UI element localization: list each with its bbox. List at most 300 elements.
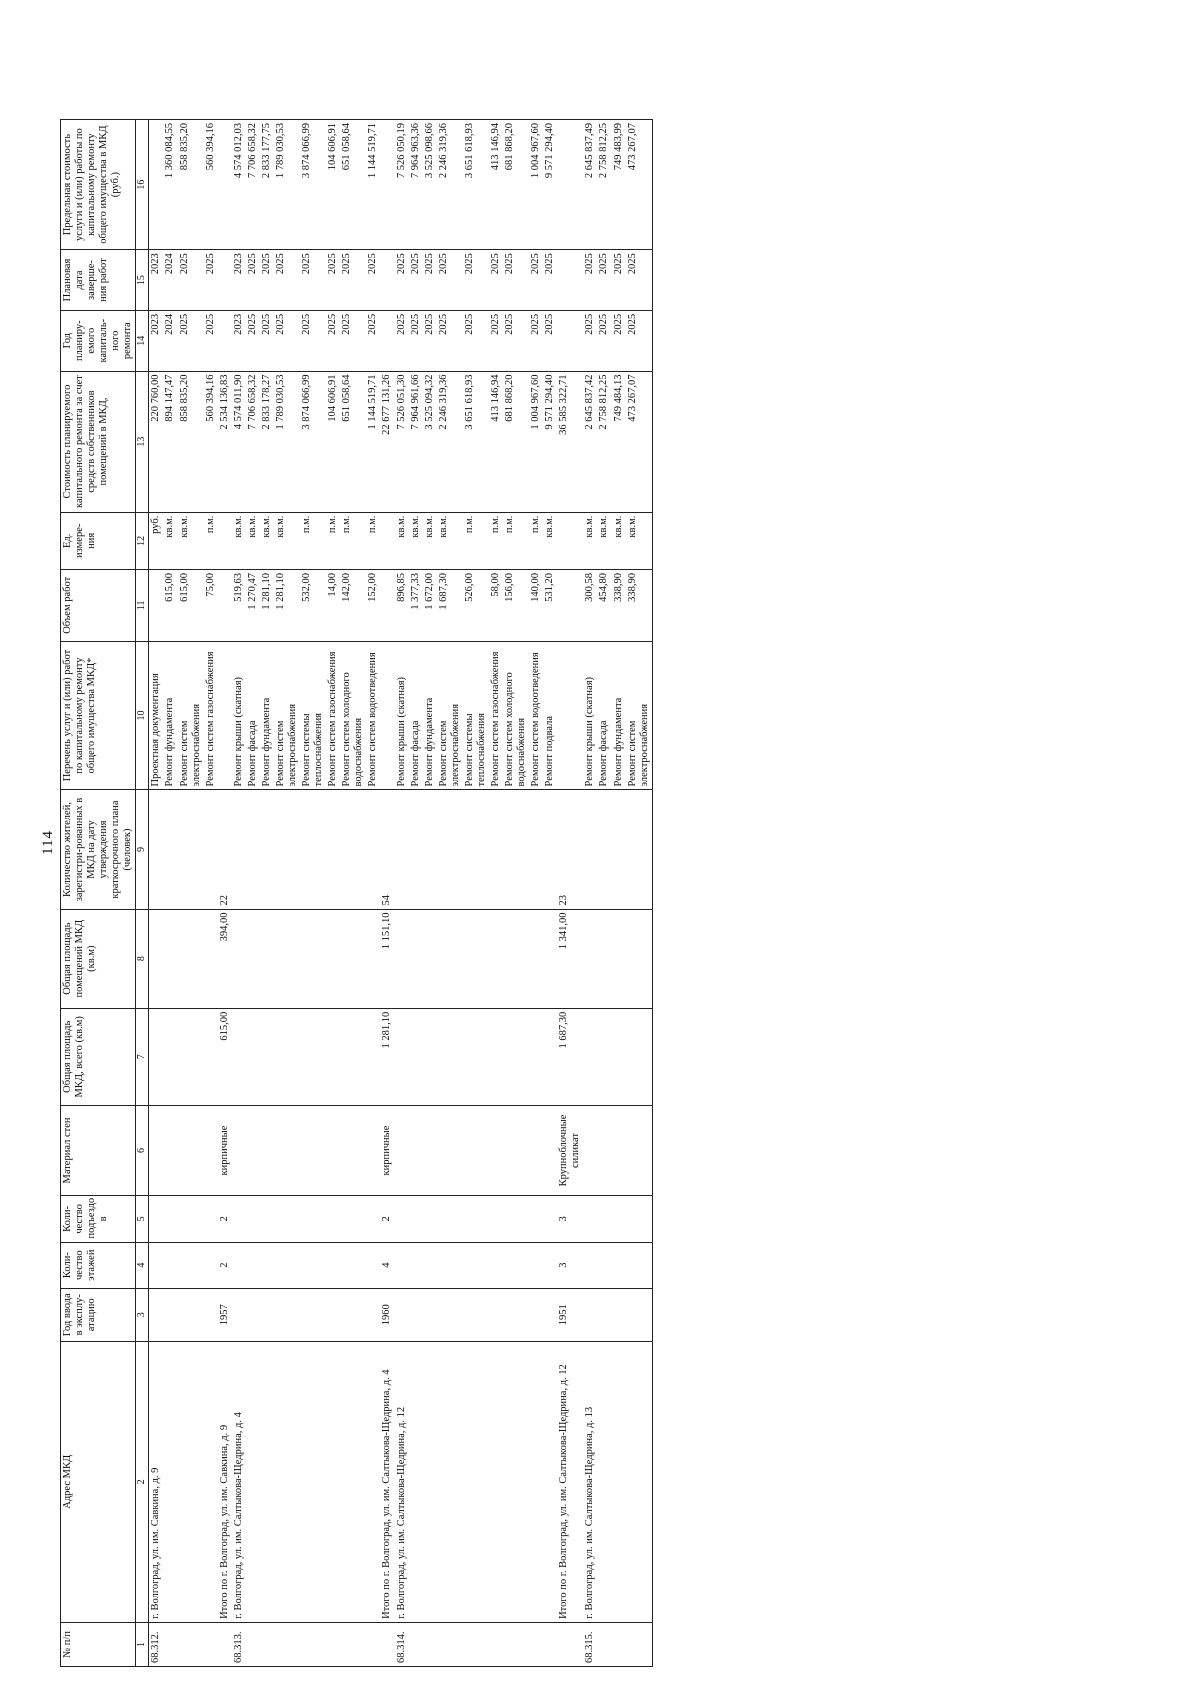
volume-cell: 615,00 — [178, 569, 204, 641]
address-cell — [326, 1341, 340, 1622]
volume-cell: 615,00 — [163, 569, 177, 641]
floors-cell — [626, 1242, 653, 1288]
volume-cell — [149, 569, 164, 641]
entrances-cell — [178, 1196, 204, 1242]
table-row — [489, 120, 503, 1667]
plan-year-cell: 2025 — [626, 310, 653, 371]
address-cell — [274, 1341, 300, 1622]
entrances-cell — [543, 1196, 557, 1242]
entrances-cell: 3 — [557, 1196, 583, 1242]
wall-material-cell — [204, 1105, 218, 1195]
floors-cell — [366, 1242, 380, 1288]
year-cell — [395, 1288, 409, 1341]
floors-cell: 4 — [380, 1242, 394, 1288]
unit-cell: кв.м. — [597, 512, 611, 569]
header-cell: Стоимость планируемого капитального ремонта за счет средств собственников помещений в МКД, — [61, 371, 136, 512]
header-cell: Ед. измере-ния — [61, 512, 136, 569]
floors-cell: 2 — [218, 1242, 232, 1288]
total-area-cell — [543, 1008, 557, 1105]
work-type-cell — [218, 641, 232, 790]
premises-area-cell — [204, 909, 218, 1008]
row-number: 68.312. — [149, 1622, 164, 1666]
wall-material-cell — [163, 1105, 177, 1195]
volume-cell: 526,00 — [463, 569, 489, 641]
work-type-cell: Ремонт систем холодного водоснабжения — [503, 641, 529, 790]
year-cell — [204, 1288, 218, 1341]
wall-material-cell — [274, 1105, 300, 1195]
row-number — [597, 1622, 611, 1666]
premises-area-cell — [260, 909, 274, 1008]
column-number: 4 — [136, 1242, 149, 1288]
cost-cell: 681 868,20 — [503, 371, 529, 512]
volume-cell: 75,00 — [204, 569, 218, 641]
address-cell — [423, 1341, 437, 1622]
floors-cell — [232, 1242, 246, 1288]
row-number — [529, 1622, 543, 1666]
residents-cell — [597, 790, 611, 909]
plan-year-cell: 2025 — [597, 310, 611, 371]
total-area-cell — [326, 1008, 340, 1105]
unit-cell: кв.м. — [543, 512, 557, 569]
residents-cell — [246, 790, 260, 909]
entrances-cell — [583, 1196, 597, 1242]
unit-cell: кв.м. — [437, 512, 463, 569]
premises-area-cell — [489, 909, 503, 1008]
work-type-cell: Ремонт систем электроснабжения — [437, 641, 463, 790]
total-area-cell — [366, 1008, 380, 1105]
table-row — [232, 120, 246, 1667]
plan-year-cell: 2025 — [503, 310, 529, 371]
year-cell — [260, 1288, 274, 1341]
wall-material-cell — [326, 1105, 340, 1195]
total-area-cell — [204, 1008, 218, 1105]
completion-date-cell: 2025 — [204, 250, 218, 311]
premises-area-cell — [626, 909, 653, 1008]
premises-area-cell — [300, 909, 326, 1008]
table-row — [274, 120, 300, 1667]
volume-cell: 454,80 — [597, 569, 611, 641]
max-cost-cell: 3 525 098,66 — [423, 120, 437, 250]
floors-cell — [489, 1242, 503, 1288]
cost-cell: 1 144 519,71 — [366, 371, 380, 512]
max-cost-cell: 1 004 967,60 — [529, 120, 543, 250]
completion-date-cell: 2025 — [366, 250, 380, 311]
plan-year-cell — [557, 310, 583, 371]
work-type-cell: Ремонт фасада — [409, 641, 423, 790]
floors-cell — [178, 1242, 204, 1288]
row-number — [326, 1622, 340, 1666]
address-cell — [503, 1341, 529, 1622]
entrances-cell — [437, 1196, 463, 1242]
max-cost-cell: 2 758 812,25 — [597, 120, 611, 250]
entrances-cell — [340, 1196, 366, 1242]
work-type-cell: Ремонт крыши (скатная) — [583, 641, 597, 790]
entrances-cell — [395, 1196, 409, 1242]
row-number — [489, 1622, 503, 1666]
cost-cell: 3 874 066,99 — [300, 371, 326, 512]
year-cell: 1960 — [380, 1288, 394, 1341]
work-type-cell: Ремонт систем электроснабжения — [274, 641, 300, 790]
completion-date-cell: 2025 — [583, 250, 597, 311]
residents-cell — [463, 790, 489, 909]
completion-date-cell — [218, 250, 232, 311]
premises-area-cell — [149, 909, 164, 1008]
column-number: 5 — [136, 1196, 149, 1242]
table-row — [204, 120, 218, 1667]
volume-cell: 1 281,10 — [274, 569, 300, 641]
floors-cell — [204, 1242, 218, 1288]
row-number — [557, 1622, 583, 1666]
work-type-cell: Ремонт систем электроснабжения — [178, 641, 204, 790]
address-cell — [597, 1341, 611, 1622]
cost-cell: 858 835,20 — [178, 371, 204, 512]
header-cell: Общая площадь МКД, всего (кв.м) — [61, 1008, 136, 1105]
completion-date-cell: 2025 — [503, 250, 529, 311]
repair-plan-table — [60, 119, 653, 1667]
row-number — [163, 1622, 177, 1666]
column-number: 15 — [136, 250, 149, 311]
residents-cell — [503, 790, 529, 909]
plan-year-cell: 2025 — [326, 310, 340, 371]
header-cell: Объем работ — [61, 569, 136, 641]
max-cost-cell — [380, 120, 394, 250]
volume-cell: 152,00 — [366, 569, 380, 641]
floors-cell — [423, 1242, 437, 1288]
max-cost-cell: 651 058,64 — [340, 120, 366, 250]
premises-area-cell — [340, 909, 366, 1008]
plan-year-cell: 2025 — [409, 310, 423, 371]
entrances-cell — [300, 1196, 326, 1242]
entrances-cell: 2 — [380, 1196, 394, 1242]
premises-area-cell: 1 151,10 — [380, 909, 394, 1008]
max-cost-cell — [218, 120, 232, 250]
max-cost-cell: 560 394,16 — [204, 120, 218, 250]
unit-cell: кв.м. — [626, 512, 653, 569]
entrances-cell — [163, 1196, 177, 1242]
column-number: 2 — [136, 1341, 149, 1622]
address-cell — [246, 1341, 260, 1622]
work-type-cell: Проектная документация — [149, 641, 164, 790]
year-cell — [423, 1288, 437, 1341]
floors-cell — [340, 1242, 366, 1288]
entrances-cell — [246, 1196, 260, 1242]
work-type-cell: Ремонт крыши (скатная) — [395, 641, 409, 790]
floors-cell — [409, 1242, 423, 1288]
volume-cell: 300,58 — [583, 569, 597, 641]
completion-date-cell: 2025 — [463, 250, 489, 311]
wall-material-cell: кирпичные — [218, 1105, 232, 1195]
work-type-cell: Ремонт фундамента — [260, 641, 274, 790]
wall-material-cell — [232, 1105, 246, 1195]
residents-cell — [395, 790, 409, 909]
floors-cell — [326, 1242, 340, 1288]
year-cell — [300, 1288, 326, 1341]
year-cell — [597, 1288, 611, 1341]
table-row — [246, 120, 260, 1667]
column-number: 10 — [136, 641, 149, 790]
max-cost-cell — [557, 120, 583, 250]
completion-date-cell: 2025 — [423, 250, 437, 311]
row-number — [340, 1622, 366, 1666]
work-type-cell: Ремонт крыши (скатная) — [232, 641, 246, 790]
wall-material-cell — [626, 1105, 653, 1195]
cost-cell: 894 147,47 — [163, 371, 177, 512]
unit-cell: п.м. — [366, 512, 380, 569]
address-cell: Итого по г. Волгоград, ул. им. Салтыкова-Щедрина, д. 12 — [557, 1341, 583, 1622]
total-area-cell — [529, 1008, 543, 1105]
address-cell: Итого по г. Волгоград, ул. им. Савкина, д. 9 — [218, 1341, 232, 1622]
entrances-cell — [149, 1196, 164, 1242]
completion-date-cell: 2025 — [326, 250, 340, 311]
cost-cell: 7 706 658,32 — [246, 371, 260, 512]
work-type-cell: Ремонт системы теплоснабжения — [300, 641, 326, 790]
residents-cell — [612, 790, 626, 909]
volume-cell: 532,00 — [300, 569, 326, 641]
floors-cell — [163, 1242, 177, 1288]
volume-cell: 14,00 — [326, 569, 340, 641]
residents-cell — [232, 790, 246, 909]
table-row — [463, 120, 489, 1667]
max-cost-cell: 1 360 084,55 — [163, 120, 177, 250]
total-area-cell — [163, 1008, 177, 1105]
total-area-cell — [612, 1008, 626, 1105]
total-area-cell — [395, 1008, 409, 1105]
max-cost-cell: 7 706 658,32 — [246, 120, 260, 250]
address-cell — [409, 1341, 423, 1622]
unit-cell: п.м. — [529, 512, 543, 569]
row-number — [423, 1622, 437, 1666]
premises-area-cell — [503, 909, 529, 1008]
plan-year-cell: 2025 — [423, 310, 437, 371]
plan-year-cell: 2025 — [274, 310, 300, 371]
unit-cell: п.м. — [503, 512, 529, 569]
plan-year-cell: 2025 — [583, 310, 597, 371]
row-number: 68.315. — [583, 1622, 597, 1666]
max-cost-cell: 2 833 177,75 — [260, 120, 274, 250]
year-cell — [503, 1288, 529, 1341]
max-cost-cell: 858 835,20 — [178, 120, 204, 250]
residents-cell — [543, 790, 557, 909]
table-row — [163, 120, 177, 1667]
header-cell: № п/п — [61, 1622, 136, 1666]
row-number — [274, 1622, 300, 1666]
cost-cell: 220 760,00 — [149, 371, 164, 512]
residents-cell — [326, 790, 340, 909]
volume-cell: 1 377,33 — [409, 569, 423, 641]
completion-date-cell: 2025 — [529, 250, 543, 311]
table-row — [612, 120, 626, 1667]
floors-cell — [260, 1242, 274, 1288]
max-cost-cell — [149, 120, 164, 250]
work-type-cell — [380, 641, 394, 790]
table-row — [503, 120, 529, 1667]
unit-cell: п.м. — [340, 512, 366, 569]
completion-date-cell: 2025 — [274, 250, 300, 311]
header-cell: Коли-чество этажей — [61, 1242, 136, 1288]
table-row — [395, 120, 409, 1667]
completion-date-cell: 2025 — [437, 250, 463, 311]
premises-area-cell — [163, 909, 177, 1008]
floors-cell: 3 — [557, 1242, 583, 1288]
row-number — [218, 1622, 232, 1666]
row-number — [612, 1622, 626, 1666]
residents-cell: 22 — [218, 790, 232, 909]
volume-cell: 58,00 — [489, 569, 503, 641]
unit-cell: кв.м. — [395, 512, 409, 569]
cost-cell: 3 525 094,32 — [423, 371, 437, 512]
residents-cell — [163, 790, 177, 909]
total-area-cell — [232, 1008, 246, 1105]
year-cell — [612, 1288, 626, 1341]
cost-cell: 4 574 011,90 — [232, 371, 246, 512]
wall-material-cell — [529, 1105, 543, 1195]
entrances-cell: 2 — [218, 1196, 232, 1242]
cost-cell: 104 606,91 — [326, 371, 340, 512]
row-number — [246, 1622, 260, 1666]
entrances-cell — [529, 1196, 543, 1242]
volume-cell — [218, 569, 232, 641]
table-row — [437, 120, 463, 1667]
wall-material-cell: Крупноблочные силикат — [557, 1105, 583, 1195]
total-area-cell — [463, 1008, 489, 1105]
plan-year-cell: 2023 — [232, 310, 246, 371]
entrances-cell — [232, 1196, 246, 1242]
completion-date-cell — [557, 250, 583, 311]
premises-area-cell — [395, 909, 409, 1008]
total-area-cell — [300, 1008, 326, 1105]
cost-cell: 2 758 812,25 — [597, 371, 611, 512]
year-cell — [163, 1288, 177, 1341]
plan-year-cell: 2025 — [178, 310, 204, 371]
wall-material-cell — [597, 1105, 611, 1195]
row-number — [204, 1622, 218, 1666]
table-row — [380, 120, 394, 1667]
cost-cell: 1 004 967,60 — [529, 371, 543, 512]
row-number — [503, 1622, 529, 1666]
max-cost-cell: 1 789 030,53 — [274, 120, 300, 250]
row-number — [366, 1622, 380, 1666]
work-type-cell: Ремонт системы теплоснабжения — [463, 641, 489, 790]
header-row — [61, 120, 136, 1667]
total-area-cell: 1 687,30 — [557, 1008, 583, 1105]
floors-cell — [246, 1242, 260, 1288]
volume-cell: 531,20 — [543, 569, 557, 641]
cost-cell: 9 571 294,40 — [543, 371, 557, 512]
work-type-cell: Ремонт систем водоотведения — [366, 641, 380, 790]
cost-cell: 2 534 136,83 — [218, 371, 232, 512]
cost-cell: 749 484,13 — [612, 371, 626, 512]
column-number: 12 — [136, 512, 149, 569]
column-number: 11 — [136, 569, 149, 641]
cost-cell: 2 246 319,36 — [437, 371, 463, 512]
cost-cell: 2 645 837,42 — [583, 371, 597, 512]
wall-material-cell — [463, 1105, 489, 1195]
residents-cell — [149, 790, 164, 909]
year-cell — [340, 1288, 366, 1341]
plan-year-cell: 2025 — [395, 310, 409, 371]
unit-cell — [380, 512, 394, 569]
address-cell — [437, 1341, 463, 1622]
table-row — [423, 120, 437, 1667]
max-cost-cell: 473 267,07 — [626, 120, 653, 250]
floors-cell — [583, 1242, 597, 1288]
year-cell: 1951 — [557, 1288, 583, 1341]
address-cell — [612, 1341, 626, 1622]
table-row — [557, 120, 583, 1667]
table-row — [300, 120, 326, 1667]
total-area-cell — [597, 1008, 611, 1105]
completion-date-cell: 2025 — [409, 250, 423, 311]
address-cell: Итого по г. Волгоград, ул. им. Салтыкова-Щедрина, д. 4 — [380, 1341, 394, 1622]
wall-material-cell — [300, 1105, 326, 1195]
wall-material-cell — [489, 1105, 503, 1195]
residents-cell — [626, 790, 653, 909]
address-cell — [178, 1341, 204, 1622]
row-number — [300, 1622, 326, 1666]
wall-material-cell — [612, 1105, 626, 1195]
column-number: 7 — [136, 1008, 149, 1105]
unit-cell: п.м. — [463, 512, 489, 569]
max-cost-cell: 2 645 837,49 — [583, 120, 597, 250]
year-cell — [543, 1288, 557, 1341]
max-cost-cell: 2 246 319,36 — [437, 120, 463, 250]
address-cell — [300, 1341, 326, 1622]
header-cell: Общая площадь помещений МКД (кв.м) — [61, 909, 136, 1008]
work-type-cell: Ремонт систем водоотведения — [529, 641, 543, 790]
residents-cell — [178, 790, 204, 909]
floors-cell — [437, 1242, 463, 1288]
unit-cell: п.м. — [326, 512, 340, 569]
premises-area-cell — [232, 909, 246, 1008]
floors-cell — [300, 1242, 326, 1288]
unit-cell: кв.м. — [260, 512, 274, 569]
volume-cell: 142,00 — [340, 569, 366, 641]
wall-material-cell — [340, 1105, 366, 1195]
wall-material-cell — [366, 1105, 380, 1195]
total-area-cell — [178, 1008, 204, 1105]
plan-year-cell — [218, 310, 232, 371]
total-area-cell: 615,00 — [218, 1008, 232, 1105]
wall-material-cell — [423, 1105, 437, 1195]
address-cell — [463, 1341, 489, 1622]
max-cost-cell: 749 483,99 — [612, 120, 626, 250]
year-cell — [583, 1288, 597, 1341]
entrances-cell — [366, 1196, 380, 1242]
address-cell — [366, 1341, 380, 1622]
table-row — [149, 120, 164, 1667]
work-type-cell: Ремонт фундамента — [163, 641, 177, 790]
entrances-cell — [612, 1196, 626, 1242]
total-area-cell — [246, 1008, 260, 1105]
plan-year-cell: 2025 — [612, 310, 626, 371]
year-cell — [274, 1288, 300, 1341]
header-cell: Предельная стоимость услуги и (или) работы по капитальному ремонту общего имущества в МКД (руб.) — [61, 120, 136, 250]
max-cost-cell: 3 874 066,99 — [300, 120, 326, 250]
volume-cell: 1 687,30 — [437, 569, 463, 641]
floors-cell — [274, 1242, 300, 1288]
wall-material-cell — [260, 1105, 274, 1195]
completion-date-cell: 2023 — [232, 250, 246, 311]
plan-year-cell: 2024 — [163, 310, 177, 371]
premises-area-cell — [246, 909, 260, 1008]
work-type-cell — [557, 641, 583, 790]
year-cell — [529, 1288, 543, 1341]
residents-cell — [583, 790, 597, 909]
total-area-cell — [503, 1008, 529, 1105]
completion-date-cell: 2025 — [626, 250, 653, 311]
table-row — [583, 120, 597, 1667]
plan-year-cell: 2025 — [246, 310, 260, 371]
